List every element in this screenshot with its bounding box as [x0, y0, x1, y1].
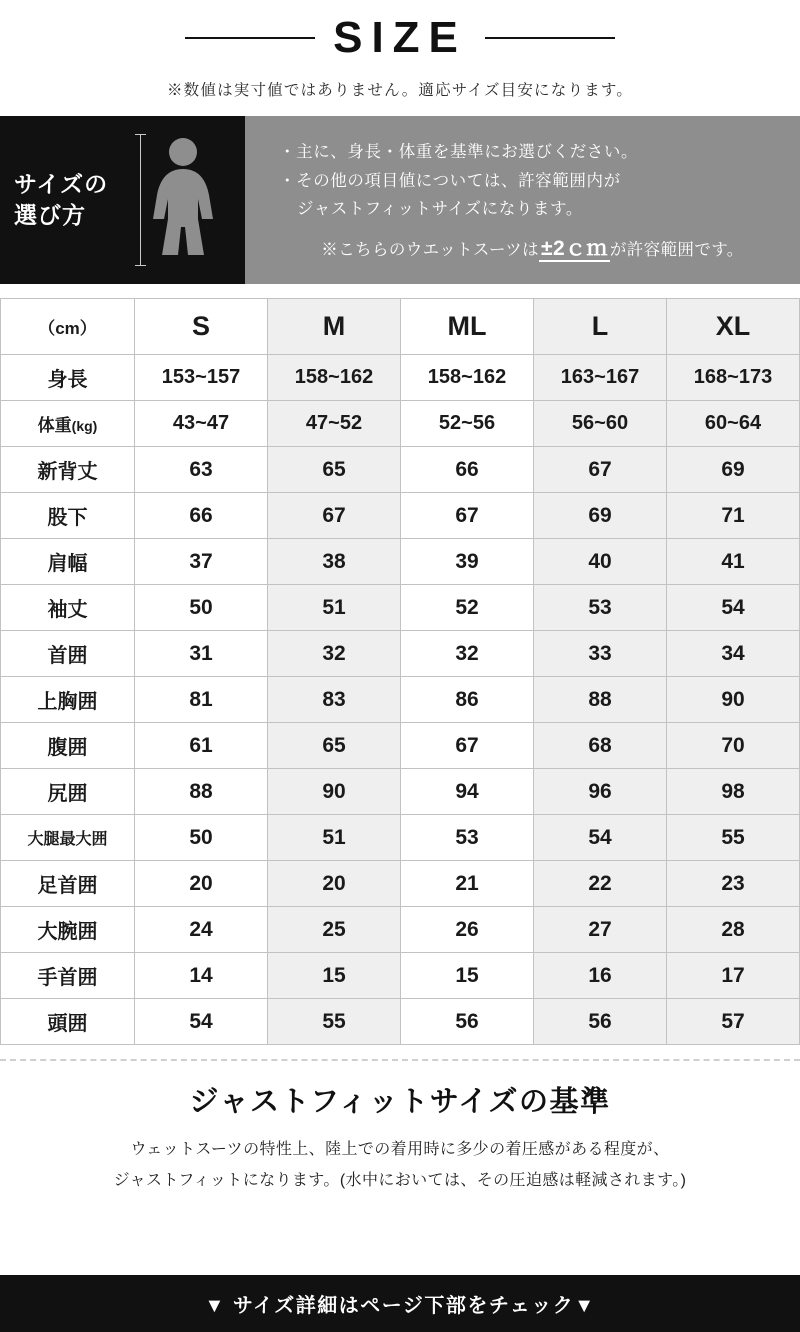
table-row-label-text: 大腿最大囲 — [27, 831, 108, 848]
table-row-label — [1, 585, 135, 631]
table-cell: 168~173 — [667, 355, 800, 401]
banner-left — [0, 116, 245, 284]
table-cell: 70 — [667, 723, 800, 769]
table-cell: 15 — [401, 953, 534, 999]
banner-right — [245, 116, 800, 284]
table-cell: 41 — [667, 539, 800, 585]
table-cell: 65 — [268, 447, 401, 493]
table-cell: 88 — [534, 677, 667, 723]
table-row-label — [1, 401, 135, 447]
table-row — [1, 539, 800, 585]
table-cell: 25 — [268, 907, 401, 953]
table-cell: 47~52 — [268, 401, 401, 447]
footer-bar[interactable]: ▼ サイズ詳細はページ下部をチェック▼ — [0, 1275, 800, 1332]
table-cell: 163~167 — [534, 355, 667, 401]
table-row-label-text: 身長 — [47, 369, 88, 391]
table-cell: 20 — [135, 861, 268, 907]
table-row-label — [1, 861, 135, 907]
table-row-label — [1, 677, 135, 723]
table-cell: 51 — [268, 585, 401, 631]
banner-note-emphasis: ±2ｃｍ — [541, 237, 608, 261]
banner-left-label-line2: 選び方 — [14, 202, 86, 228]
table-cell: 67 — [401, 493, 534, 539]
banner-left-label — [0, 169, 120, 231]
table-row-label-text: 袖丈 — [47, 599, 88, 621]
table-cell: 68 — [534, 723, 667, 769]
table-cell: 158~162 — [268, 355, 401, 401]
table-cell: 32 — [401, 631, 534, 677]
fit-section-title: ジャストフィットサイズの基準 — [189, 1086, 611, 1118]
table-cell: 40 — [534, 539, 667, 585]
table-row — [1, 493, 800, 539]
table-cell: 34 — [667, 631, 800, 677]
table-row-label — [1, 953, 135, 999]
size-guide-banner — [0, 116, 800, 284]
table-cell: 21 — [401, 861, 534, 907]
table-row — [1, 401, 800, 447]
table-cell: 22 — [534, 861, 667, 907]
table-cell: 31 — [135, 631, 268, 677]
table-row-label — [1, 631, 135, 677]
table-row — [1, 769, 800, 815]
table-cell: 60~64 — [667, 401, 800, 447]
table-cell: 67 — [268, 493, 401, 539]
table-cell: 66 — [401, 447, 534, 493]
table-header-size-m: M — [268, 299, 401, 355]
table-cell: 50 — [135, 585, 268, 631]
table-row-label — [1, 493, 135, 539]
table-cell: 24 — [135, 907, 268, 953]
table-row — [1, 355, 800, 401]
table-cell: 51 — [268, 815, 401, 861]
table-cell: 81 — [135, 677, 268, 723]
table-row-label-text: 頭囲 — [47, 1013, 88, 1035]
table-row-label — [1, 539, 135, 585]
table-row-label — [1, 907, 135, 953]
measure-line-icon — [140, 134, 141, 266]
table-cell: 90 — [667, 677, 800, 723]
table-cell: 61 — [135, 723, 268, 769]
table-header-size-s: S — [135, 299, 268, 355]
table-row-label-text: 尻囲 — [47, 783, 88, 805]
table-cell: 39 — [401, 539, 534, 585]
table-row — [1, 585, 800, 631]
table-row — [1, 723, 800, 769]
table-header-size-xl: XL — [667, 299, 800, 355]
table-row-label-text: 腹囲 — [47, 737, 88, 759]
table-cell: 17 — [667, 953, 800, 999]
table-cell: 52 — [401, 585, 534, 631]
table-cell: 14 — [135, 953, 268, 999]
banner-bullet-2b: ジャストフィットサイズになります。 — [297, 200, 583, 219]
table-cell: 65 — [268, 723, 401, 769]
fit-section-body — [20, 1134, 780, 1196]
table-cell: 54 — [135, 999, 268, 1045]
table-cell: 98 — [667, 769, 800, 815]
table-cell: 26 — [401, 907, 534, 953]
table-cell: 69 — [534, 493, 667, 539]
header — [0, 0, 800, 100]
table-row-label-text: 大腕囲 — [37, 921, 98, 943]
table-row — [1, 631, 800, 677]
page-title: SIZE — [333, 13, 467, 62]
banner-bullet-1: ・主に、身長・体重を基準にお選びください。 — [279, 142, 639, 161]
table-header-row — [1, 299, 800, 355]
table-row — [1, 999, 800, 1045]
table-cell: 32 — [268, 631, 401, 677]
table-row — [1, 447, 800, 493]
table-cell: 15 — [268, 953, 401, 999]
table-cell: 38 — [268, 539, 401, 585]
fit-section-line-1: ウェットスーツの特性上、陸上での着用時に多少の着圧感がある程度が、 — [130, 1141, 670, 1158]
table-cell: 53 — [401, 815, 534, 861]
table-cell: 67 — [401, 723, 534, 769]
table-row-label — [1, 815, 135, 861]
banner-left-label-line1: サイズの — [14, 170, 109, 197]
table-row-label — [1, 769, 135, 815]
table-row-label — [1, 999, 135, 1045]
table-row-label-text: 新背丈 — [37, 461, 98, 483]
table-cell: 57 — [667, 999, 800, 1045]
header-subtitle: ※数値は実寸値ではありません。適応サイズ目安になります。 — [166, 82, 634, 99]
table-cell: 56~60 — [534, 401, 667, 447]
table-cell: 33 — [534, 631, 667, 677]
table-header-size-ml: ML — [401, 299, 534, 355]
table-cell: 52~56 — [401, 401, 534, 447]
table-cell: 71 — [667, 493, 800, 539]
table-header-size-l: L — [534, 299, 667, 355]
title-rule-left — [185, 37, 315, 39]
title-rule-right — [485, 37, 615, 39]
banner-note-prefix: ※こちらのウエットスーツは — [321, 241, 540, 260]
table-cell: 83 — [268, 677, 401, 723]
table-row-label-text: 股下 — [47, 507, 88, 529]
table-row — [1, 953, 800, 999]
title-row — [0, 13, 800, 62]
table-row-label — [1, 447, 135, 493]
table-cell: 56 — [401, 999, 534, 1045]
table-cell: 153~157 — [135, 355, 268, 401]
table-cell: 158~162 — [401, 355, 534, 401]
table-cell: 94 — [401, 769, 534, 815]
table-cell: 20 — [268, 861, 401, 907]
table-row — [1, 815, 800, 861]
fit-section-line-2: ジャストフィットになります。(水中においては、その圧迫感は軽減されます。) — [113, 1172, 687, 1190]
table-row-label-text: 肩幅 — [47, 553, 88, 575]
table-cell: 67 — [534, 447, 667, 493]
table-cell: 90 — [268, 769, 401, 815]
banner-arrow-icon — [219, 174, 245, 226]
table-row-label-text: 体重 — [37, 416, 72, 435]
table-cell: 69 — [667, 447, 800, 493]
table-cell: 63 — [135, 447, 268, 493]
table-unit-label: （cm） — [1, 299, 135, 355]
table-cell: 43~47 — [135, 401, 268, 447]
table-cell: 54 — [667, 585, 800, 631]
table-cell: 88 — [135, 769, 268, 815]
banner-note-suffix: が許容範囲です。 — [609, 241, 744, 260]
table-cell: 50 — [135, 815, 268, 861]
table-cell: 55 — [268, 999, 401, 1045]
size-table-wrap — [0, 298, 800, 1045]
table-row-label-text: 手首囲 — [37, 967, 98, 989]
table-cell: 28 — [667, 907, 800, 953]
banner-bullet-2: ・その他の項目値については、許容範囲内が — [279, 171, 621, 190]
fit-section — [0, 1061, 800, 1206]
table-row — [1, 677, 800, 723]
banner-note — [279, 232, 786, 262]
table-cell: 66 — [135, 493, 268, 539]
table-row — [1, 861, 800, 907]
table-row-label-text: 上胸囲 — [37, 691, 98, 713]
table-cell: 16 — [534, 953, 667, 999]
table-row-label-text: 首囲 — [47, 645, 88, 667]
table-row-label — [1, 723, 135, 769]
table-cell: 53 — [534, 585, 667, 631]
table-cell: 86 — [401, 677, 534, 723]
table-cell: 54 — [534, 815, 667, 861]
table-row — [1, 907, 800, 953]
table-row-label — [1, 355, 135, 401]
table-row-label-text: 足首囲 — [37, 875, 98, 897]
table-cell: 56 — [534, 999, 667, 1045]
table-cell: 23 — [667, 861, 800, 907]
table-cell: 37 — [135, 539, 268, 585]
table-row-label-unit: (kg) — [71, 418, 98, 434]
table-cell: 55 — [667, 815, 800, 861]
size-table — [0, 298, 800, 1045]
table-cell: 96 — [534, 769, 667, 815]
table-cell: 27 — [534, 907, 667, 953]
